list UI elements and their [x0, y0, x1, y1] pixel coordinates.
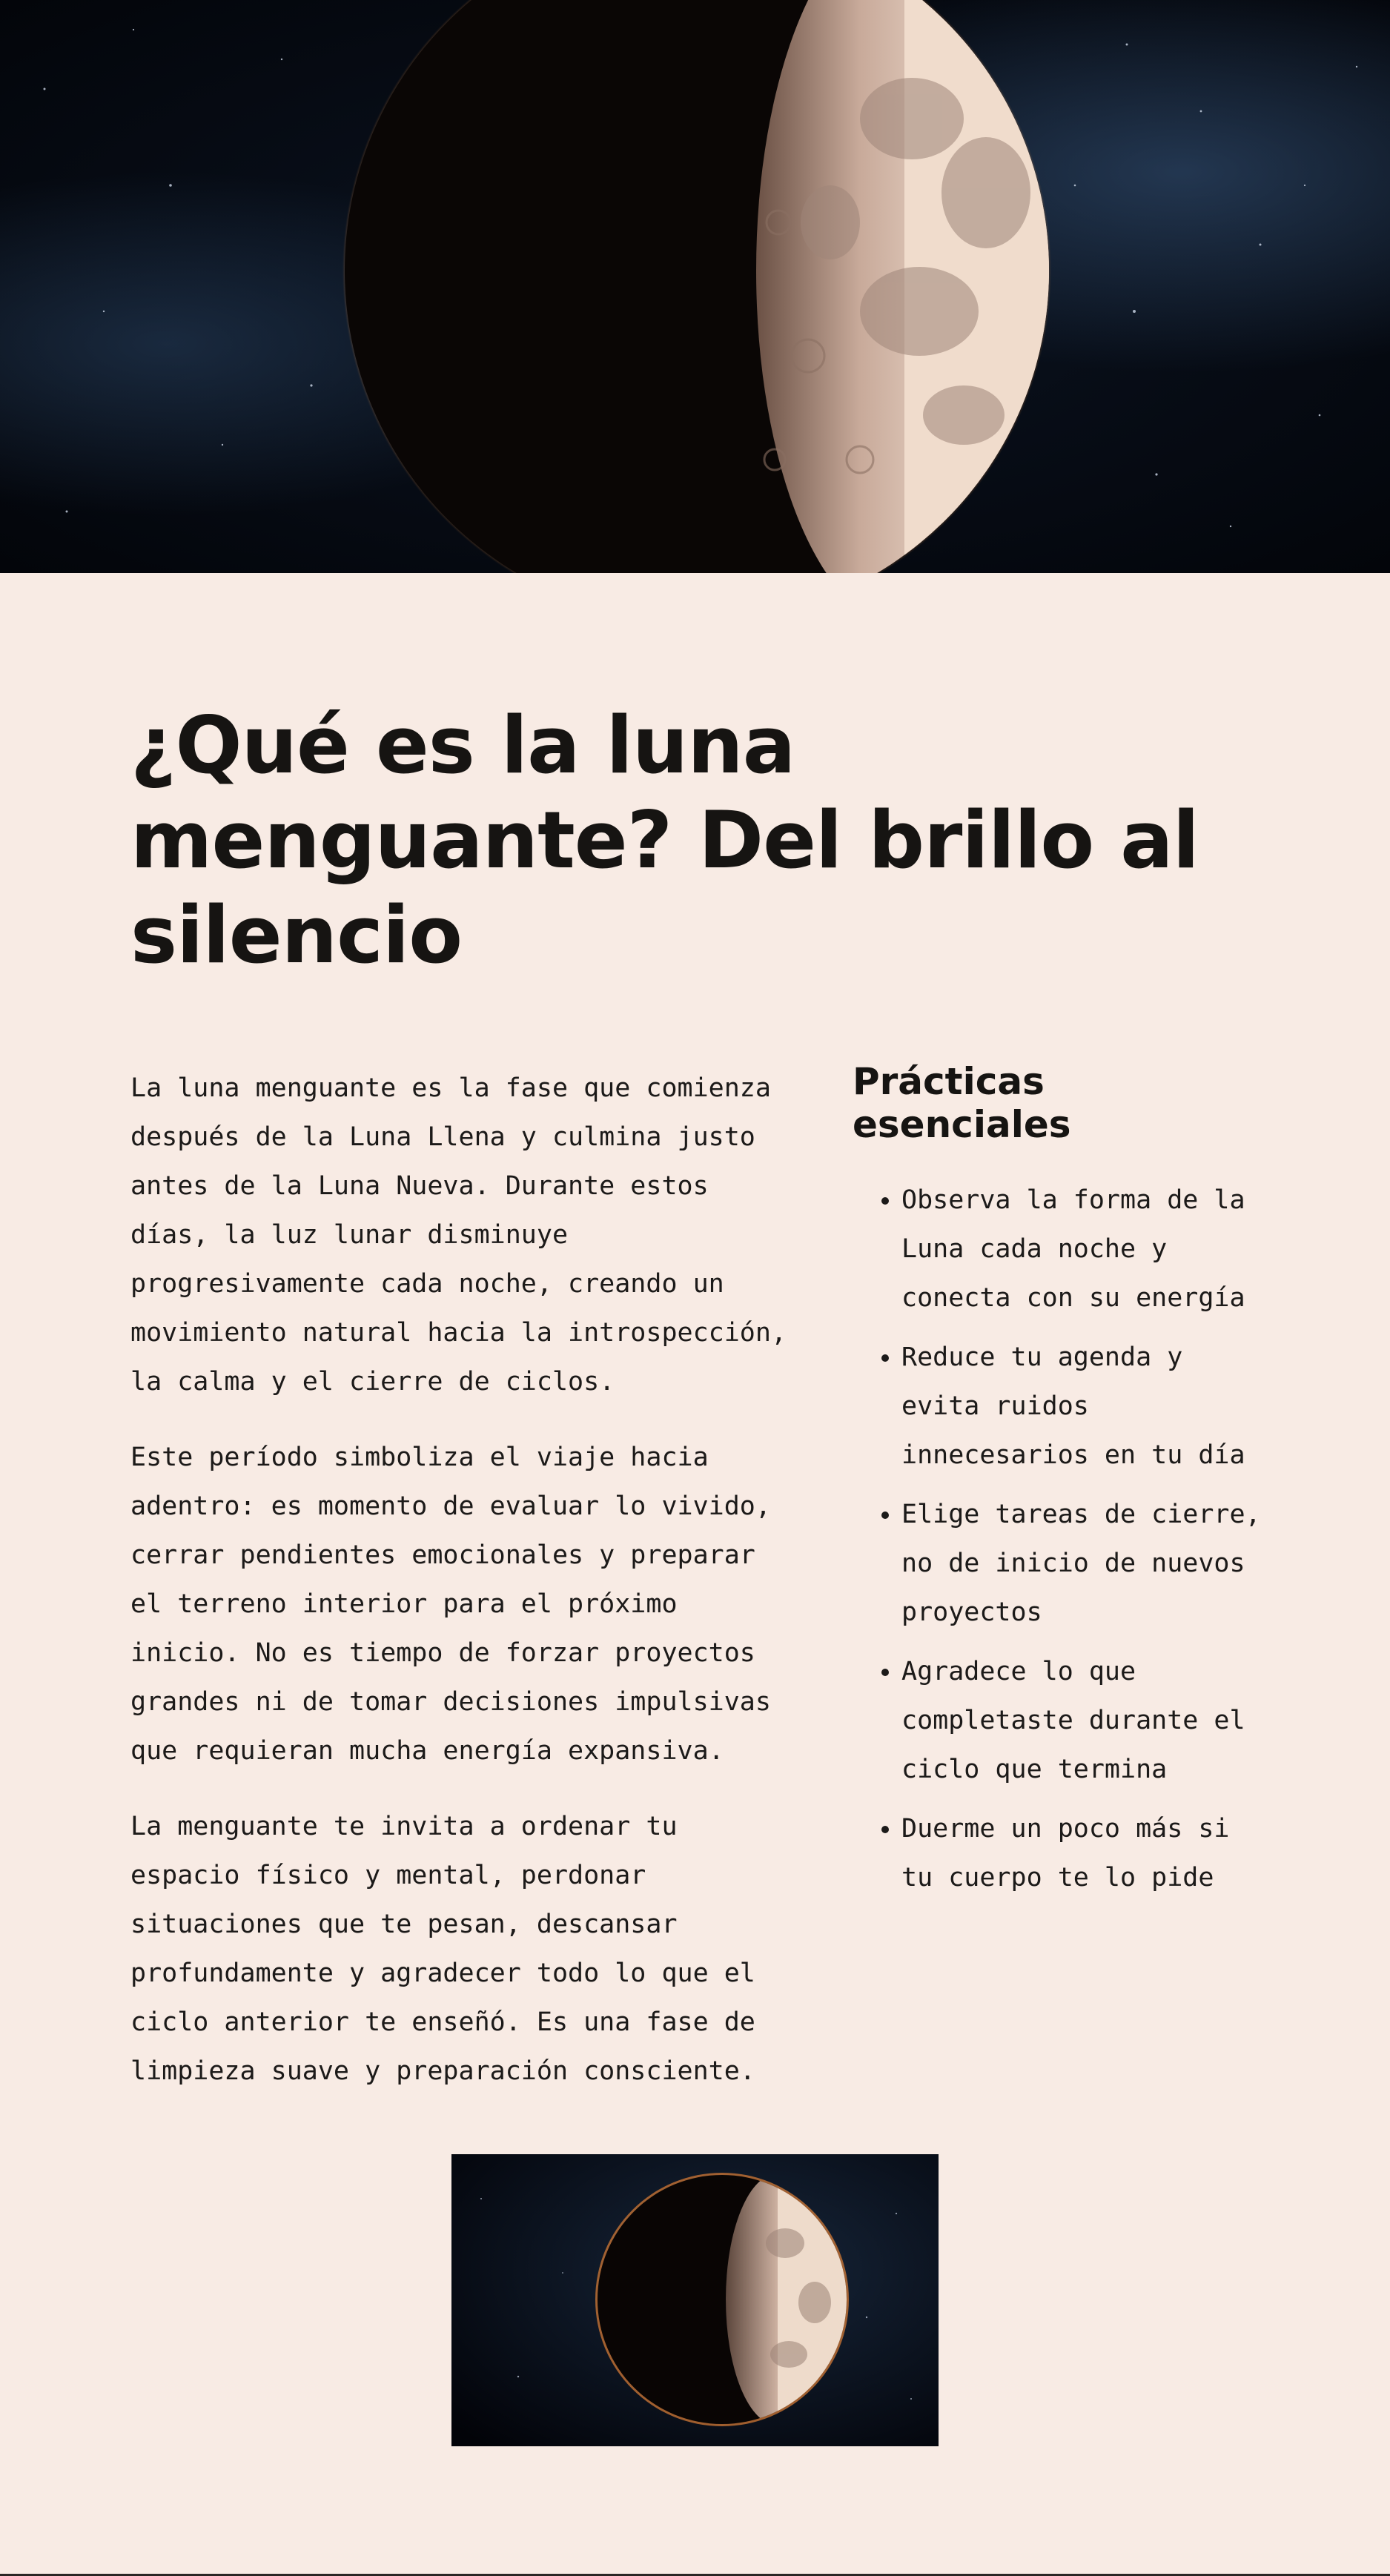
page-title: ¿Qué es la luna menguante? Del brillo al silencio: [130, 700, 1199, 981]
list-item: • Agradece lo que completaste durante el ciclo que termina: [901, 1647, 1268, 1794]
moon-thumbnail-image: [451, 2154, 939, 2446]
practices-list: [853, 1176, 1268, 1902]
article-body: [130, 1064, 798, 2122]
list-item: • Reduce tu agenda y evita ruidos innecesarios en tu día: [901, 1333, 1268, 1480]
hero-moon-image: [0, 0, 1390, 573]
article-paragraph: La menguante te invita a ordenar tu espacio físico y mental, perdonar situaciones que te pesan, descansar profundamente y agradecer todo lo que el ciclo anterior te enseñó. Es una fase de limpieza suave y preparación consciente.: [130, 1812, 755, 2086]
list-item: • Duerme un poco más si tu cuerpo te lo pide: [901, 1804, 1268, 1902]
sidebar-heading: Prácticas esenciales: [853, 1060, 1071, 1146]
practices-sidebar: [853, 1060, 1268, 1913]
list-item: • Observa la forma de la Luna cada noche y conecta con su energía: [901, 1176, 1268, 1322]
article-paragraph: La luna menguante es la fase que comienza después de la Luna Llena y culmina justo antes de la Luna Nueva. Durante estos días, la luz lunar disminuye progresivamente cada noche, creando un movimiento natural hacia la introspección, la calma y el cierre de ciclos.: [130, 1073, 787, 1397]
list-item: • Elige tareas de cierre, no de inicio de nuevos proyectos: [901, 1490, 1268, 1637]
article-paragraph: Este período simboliza el viaje hacia adentro: es momento de evaluar lo vivido, cerrar pendientes emocionales y preparar el terreno interior para el próximo inicio. No es tiempo de forzar proyectos grandes ni de tomar decisiones impulsivas que requieran mucha energía expansiva.: [130, 1443, 771, 1766]
